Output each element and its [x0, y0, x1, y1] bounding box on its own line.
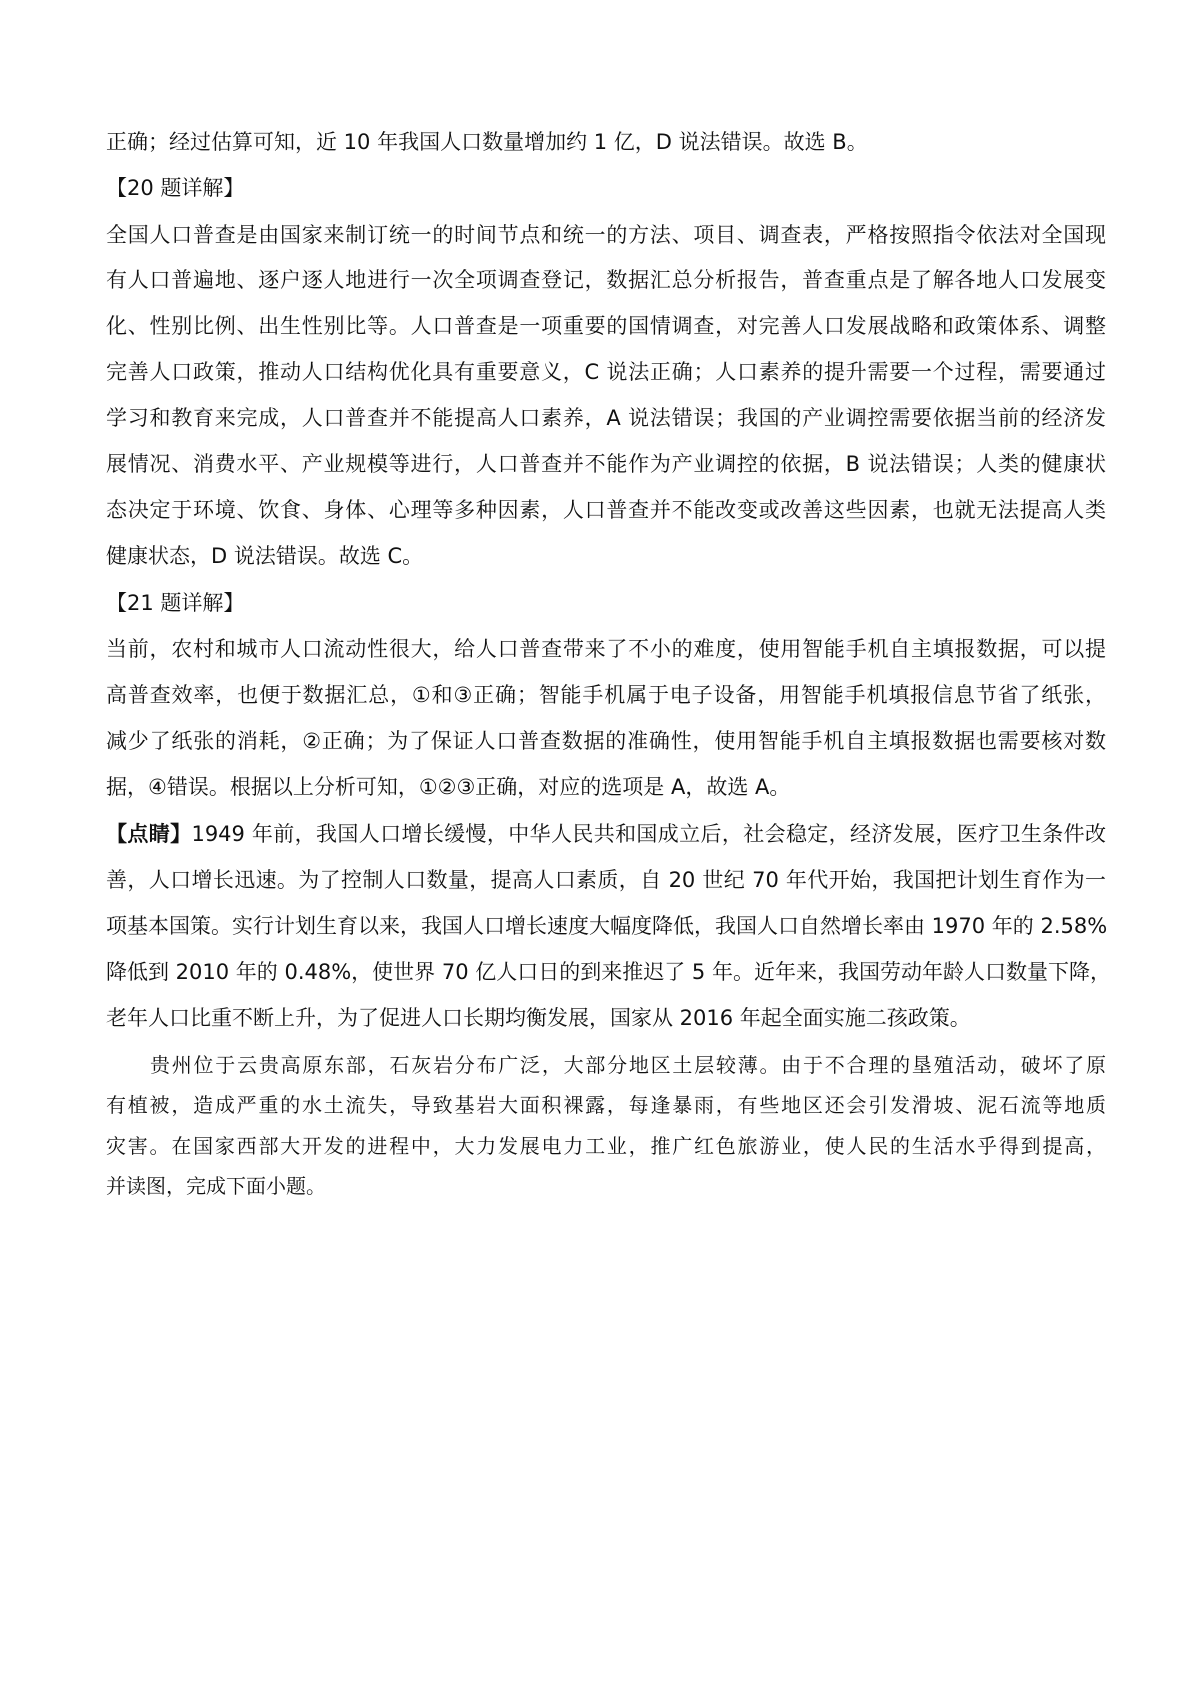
paragraph-line: 学习和教育来完成，人口普查并不能提高人口素养，A 说法错误；我国的产业调控需要依据当前的经济发: [106, 406, 1106, 430]
paragraph-line: 展情况、消费水平、产业规模等进行，人口普查并不能作为产业调控的依据，B 说法错误；人类的健康状: [106, 452, 1106, 476]
paragraph-line: 态决定于环境、饮食、身体、心理等多种因素，人口普查并不能改变或改善这些因素，也就无法提高人类: [106, 498, 1106, 522]
paragraph-line: 降低到 2010 年的 0.48%，使世界 70 亿人口日的到来推迟了 5 年。近年来，我国劳动年龄人口数量下降，: [106, 960, 1111, 984]
dianjing-first-text: 1949 年前，我国人口增长缓慢，中华人民共和国成立后，社会稳定，经济发展，医疗卫生条件改: [191, 822, 1106, 846]
paragraph-line: 据，④错误。根据以上分析可知，①②③正确，对应的选项是 A，故选 A。: [106, 775, 791, 799]
paragraph-line: [106, 819, 1106, 849]
paragraph-line: 全国人口普查是由国家来制订统一的时间节点和统一的方法、项目、调查表，严格按照指令依法对全国现: [106, 223, 1106, 247]
paragraph-line: 完善人口政策，推动人口结构优化具有重要意义，C 说法正确；人口素养的提升需要一个过程，需要通过: [106, 360, 1106, 384]
passage-line: 并读图，完成下面小题。: [106, 1174, 326, 1198]
paragraph-line: 项基本国策。实行计划生育以来，我国人口增长速度大幅度降低，我国人口自然增长率由 1970 年的 2.58%: [106, 914, 1108, 938]
answer-line-top: 正确；经过估算可知，近 10 年我国人口数量增加约 1 亿，D 说法错误。故选 B。: [106, 130, 868, 154]
paragraph-line: 善，人口增长迅速。为了控制人口数量，提高人口素质，自 20 世纪 70 年代开始，我国把计划生育作为一: [106, 868, 1106, 892]
paragraph-line: 高普查效率，也便于数据汇总，①和③正确；智能手机属于电子设备，用智能手机填报信息节省了纸张，: [106, 683, 1106, 707]
section-heading-q20: 【20 题详解】: [106, 176, 245, 200]
paragraph-line: 当前，农村和城市人口流动性很大，给人口普查带来了不小的难度，使用智能手机自主填报数据，可以提: [106, 637, 1106, 661]
passage-line: 有植被，造成严重的水土流失，导致基岩大面积裸露，每逢暴雨，有些地区还会引发滑坡、泥石流等地质: [106, 1093, 1106, 1117]
dianjing-label: 【点睛】: [106, 822, 192, 846]
passage-line: 灾害。在国家西部大开发的进程中，大力发展电力工业，推广红色旅游业，使人民的生活水乎得到提高，: [106, 1134, 1106, 1158]
paragraph-line: 老年人口比重不断上升，为了促进人口长期均衡发展，国家从 2016 年起全面实施二孩政策。: [106, 1006, 971, 1030]
paragraph-line: 减少了纸张的消耗，②正确；为了保证人口普查数据的准确性，使用智能手机自主填报数据也需要核对数: [106, 729, 1106, 753]
paragraph-line: 化、性别比例、出生性别比等。人口普查是一项重要的国情调查，对完善人口发展战略和政策体系、调整: [106, 314, 1106, 338]
paragraph-line: 健康状态，D 说法错误。故选 C。: [106, 544, 424, 568]
section-heading-q21: 【21 题详解】: [106, 591, 245, 615]
passage-line: 贵州位于云贵高原东部，石灰岩分布广泛，大部分地区土层较薄。由于不合理的垦殖活动，破坏了原: [150, 1053, 1106, 1077]
paragraph-line: 有人口普遍地、逐户逐人地进行一次全项调查登记，数据汇总分析报告，普查重点是了解各地人口发展变: [106, 268, 1106, 292]
